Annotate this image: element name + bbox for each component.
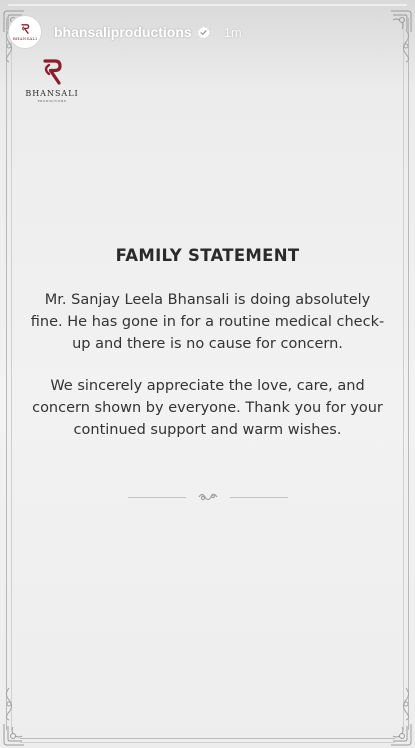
avatar[interactable]: [8, 15, 42, 49]
story-username[interactable]: bhansaliproductions: [54, 24, 192, 40]
swirl-ornament-icon: [196, 490, 220, 504]
story-header: [8, 14, 407, 50]
statement-title: FAMILY STATEMENT: [115, 246, 300, 265]
story-progress-bar: [8, 4, 407, 6]
side-ornament-icon: [399, 686, 413, 722]
brand-monogram-icon: [39, 58, 65, 86]
verified-badge-icon: [197, 26, 210, 39]
corner-ornament-icon: [0, 722, 26, 748]
story-timestamp: 1m: [223, 24, 242, 40]
corner-ornament-icon: [389, 722, 415, 748]
statement-paragraph-2: We sincerely appreciate the love, care, and concern shown by everyone. Thank you for your continued support and warm wishes.: [32, 378, 383, 438]
divider-line-right: [230, 497, 288, 498]
statement-block: [30, 246, 385, 441]
ornamental-divider: [0, 490, 415, 504]
frame-inner-border-left: [11, 18, 12, 730]
brand-subtitle: PRODUCTIONS: [37, 99, 67, 103]
frame-inner-border-right: [403, 18, 404, 730]
brand-logo-icon: [19, 23, 31, 35]
divider-line-left: [128, 497, 186, 498]
frame-border-right: [408, 18, 409, 730]
frame-border-left: [6, 18, 7, 730]
frame-inner-border-bottom: [20, 742, 395, 743]
frame-border-bottom: [20, 738, 395, 739]
brand-name: BHANSALI: [25, 89, 79, 98]
brand-logo: [20, 58, 84, 103]
avatar-brand-text: BHANSALI: [12, 36, 38, 41]
statement-paragraph-1: Mr. Sanjay Leela Bhansali is doing absolutely fine. He has gone in for a routine medical check-up and there is no cause for concern.: [30, 292, 385, 352]
side-ornament-icon: [2, 686, 16, 722]
